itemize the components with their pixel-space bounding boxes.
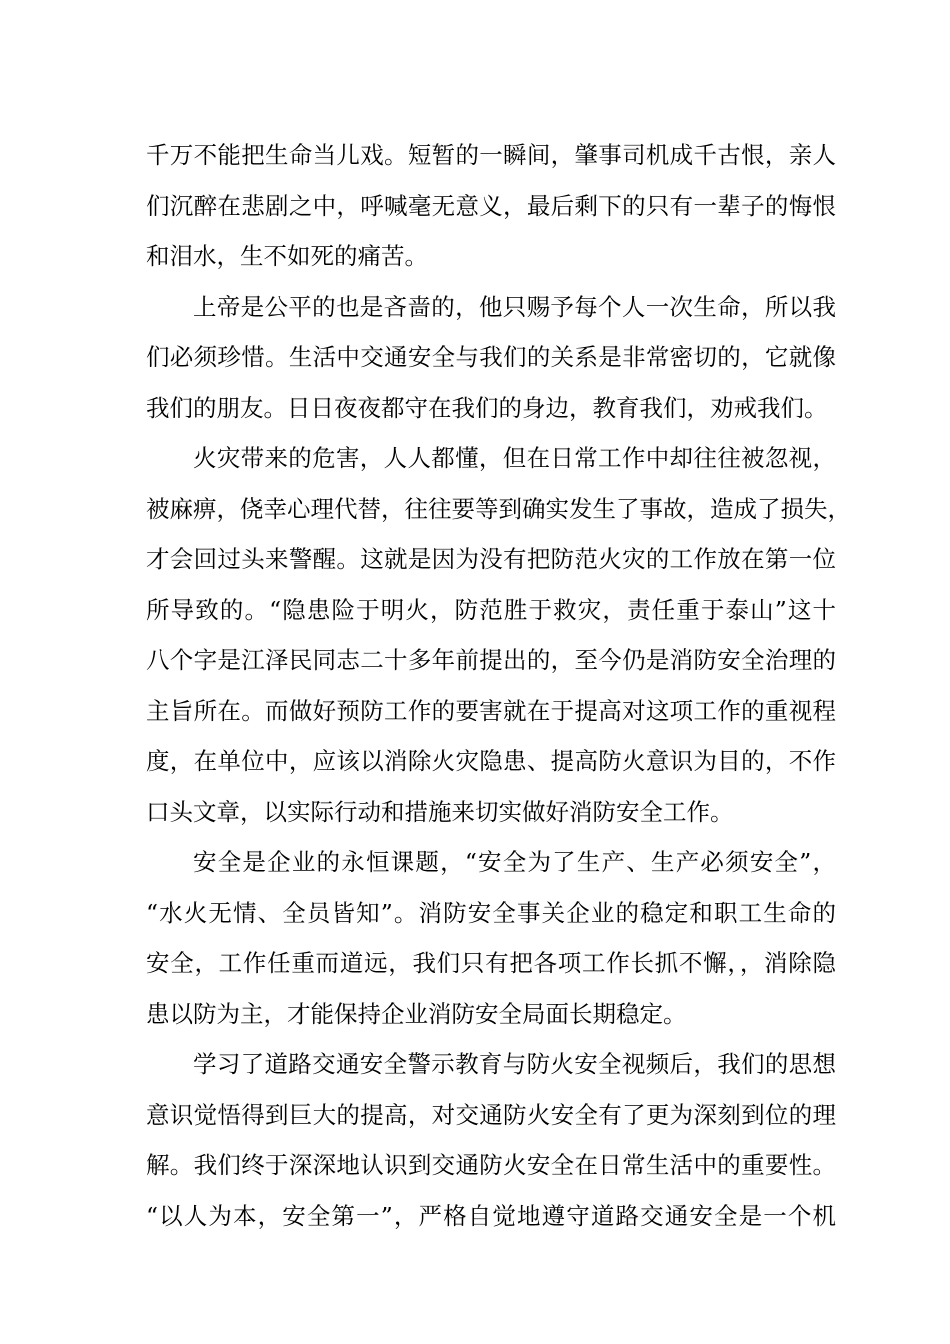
text-line: 解。我们终于深深地认识到交通防火安全在日常生活中的重要性。 (146, 1151, 836, 1179)
text-line: 主旨所在。而做好预防工作的要害就在于提高对这项工作的重视程 (146, 696, 836, 725)
text-line: 学习了道路交通安全警示教育与防火安全视频后，我们的思想 (193, 1050, 836, 1078)
text-line: 我们的朋友。日日夜夜都守在我们的身边，教育我们，劝戒我们。 (146, 393, 828, 422)
paragraph (146, 837, 836, 1039)
text-line: “水火无情、全员皆知”。消防安全事关企业的稳定和职工生命的 (146, 898, 836, 927)
text-line: 们必须珍惜。生活中交通安全与我们的关系是非常密切的，它就像 (146, 343, 836, 371)
text-line: 安全是企业的永恒课题，“安全为了生产、生产必须安全”， (193, 848, 836, 876)
document-body (146, 130, 851, 1241)
text-line: “以人为本，安全第一”，严格自觉地遵守道路交通安全是一个机 (146, 1201, 836, 1230)
text-line: 被麻痹，侥幸心理代替，往往要等到确实发生了事故，造成了损失， (146, 494, 851, 523)
text-line: 口头文章，以实际行动和措施来切实做好消防安全工作。 (146, 797, 734, 826)
text-line: 度，在单位中，应该以消除火灾隐患、提高防火意识为目的，不作 (146, 747, 836, 775)
text-line: 火灾带来的危害，人人都懂，但在日常工作中却往往被忽视， (193, 444, 836, 472)
text-line: 千万不能把生命当儿戏。短暂的一瞬间，肇事司机成千古恨，亲人 (146, 141, 836, 169)
paragraph (146, 130, 836, 282)
text-line: 患以防为主，才能保持企业消防安全局面长期稳定。 (146, 999, 687, 1028)
text-line: 意识觉悟得到巨大的提高，对交通防火安全有了更为深刻到位的理 (146, 1100, 836, 1129)
text-line: 八个字是江泽民同志二十多年前提出的，至今仍是消防安全治理的 (146, 646, 836, 674)
text-line: 所导致的。“隐患险于明火，防范胜于救灾，责任重于泰山”这十 (146, 595, 836, 624)
text-line: 们沉醉在悲剧之中，呼喊毫无意义，最后剩下的只有一辈子的悔恨 (146, 191, 836, 220)
paragraph (146, 1039, 836, 1241)
paragraph (146, 433, 851, 837)
text-line: 和泪水，生不如死的痛苦。 (146, 242, 428, 270)
text-line: 安全，工作任重而道远，我们只有把各项工作长抓不懈，，消除隐 (146, 949, 836, 977)
paragraph (146, 282, 836, 434)
text-line: 才会回过头来警醒。这就是因为没有把防范火灾的工作放在第一位 (146, 545, 836, 573)
text-line: 上帝是公平的也是吝啬的，他只赐予每个人一次生命，所以我 (193, 292, 836, 321)
